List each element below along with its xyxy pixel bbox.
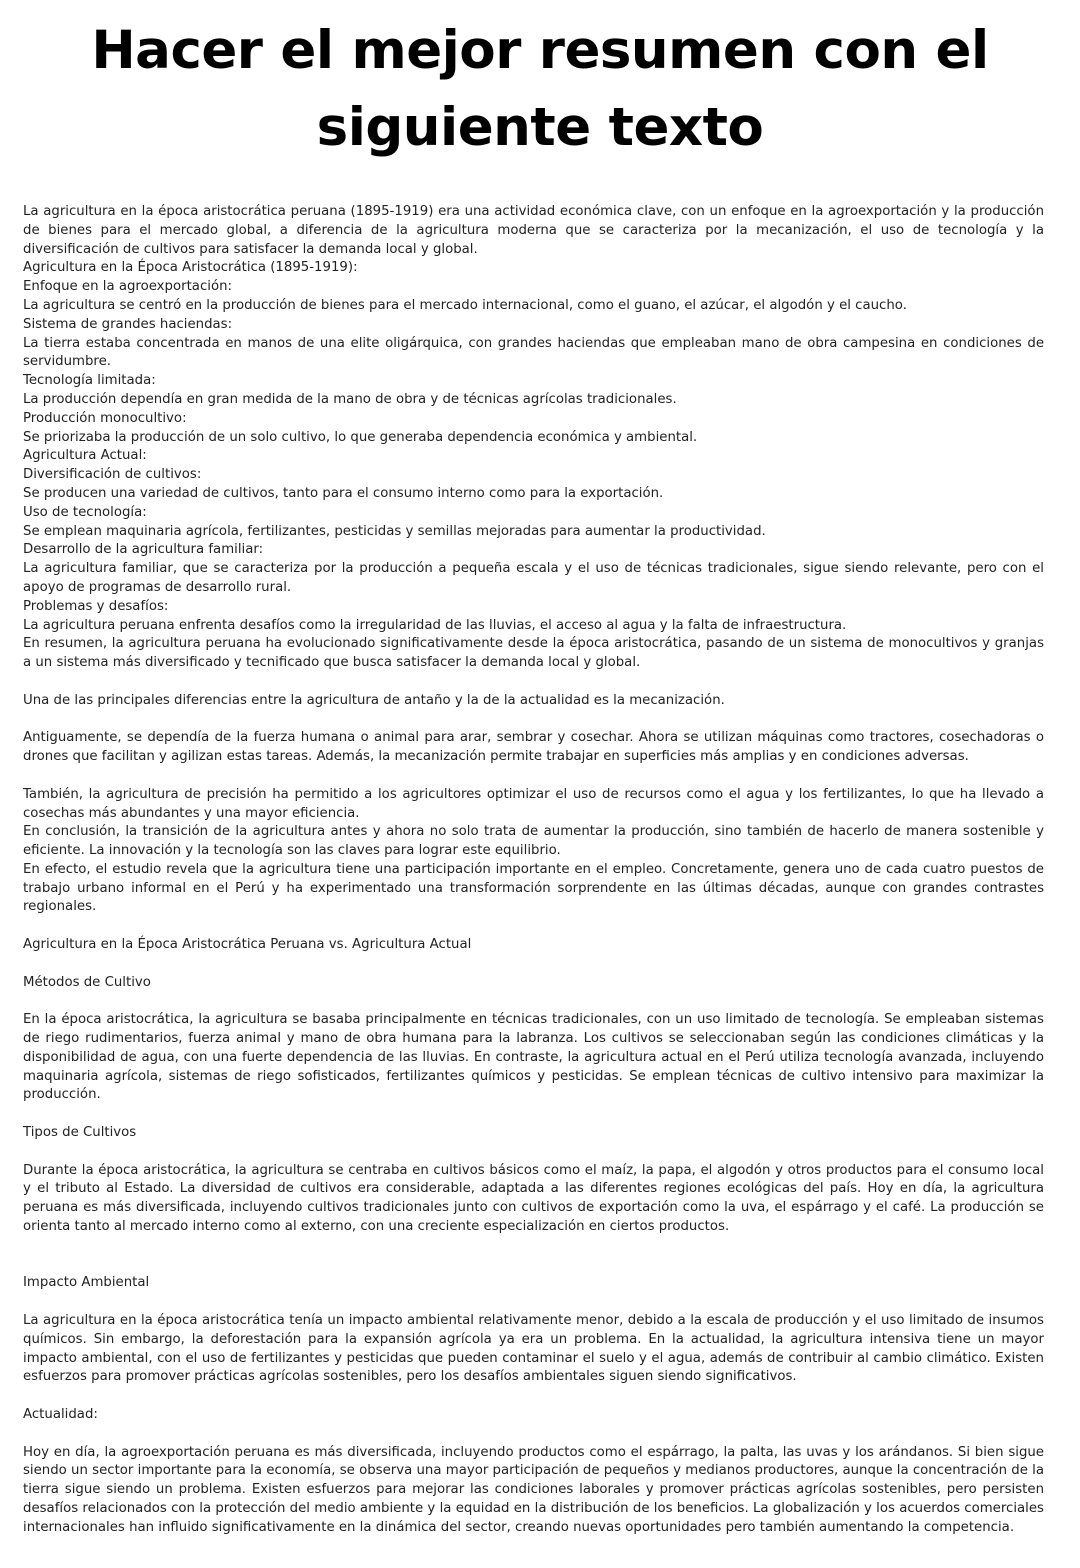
paragraph: En la época aristocrática, la agricultura se basaba principalmente en técnicas tradicionales, con un uso limitado de tecnología. Se empleaban sistemas de riego rudimentarios, fuerza animal y mano de obra humana para la labranza. Los cultivos se seleccionaban según las condiciones climáticas y la disponibilidad de agua, con una fuerte dependencia de las lluvias. En contraste, la agricultura actual en el Perú utiliza tecnología avanzada, incluyendo maquinaria agrícola, sistemas de riego sofisticados, fertilizantes químicos y pesticidas. Se emplean técnicas de cultivo intensivo para maximizar la producción. [23, 1012, 1044, 1103]
paragraph: La tierra estaba concentrada en manos de una elite oligárquica, con grandes haciendas que empleaban mano de obra campesina en condiciones de servidumbre. [23, 335, 1044, 370]
paragraph: Enfoque en la agroexportación: [23, 279, 232, 295]
paragraph: Se priorizaba la producción de un solo cultivo, lo que generaba dependencia económica y ambiental. [23, 429, 698, 445]
paragraph: Uso de tecnología: [23, 504, 147, 520]
paragraph: Hoy en día, la agroexportación peruana es más diversificada, incluyendo productos como el espárrago, la palta, las uvas y los arándanos. Si bien sigue siendo un sector importante para la economía, se observa una mayor participación de pequeños y medianos productores, aunque la concentración de la tierra sigue siendo un problema. Existen esfuerzos para mejorar las condiciones laborales y promover prácticas agrícolas sostenibles, pero persisten desafíos relacionados con la protección del medio ambiente y la equidad en la distribución de los beneficios. La globalización y los acuerdos comerciales internacionales han influido significativamente en la dinámica del sector, creando nuevas oportunidades pero también aumentando la competencia. [23, 1444, 1044, 1535]
paragraph: Actualidad: [23, 1407, 98, 1422]
paragraph: Tecnología limitada: [23, 373, 156, 389]
paragraph: En efecto, el estudio revela que la agricultura tiene una participación importante en el empleo. Concretamente, genera uno de cada cuatro puestos de trabajo urbano informal en el Perú y ha experimentado una transformación sorprendente en las últimas décadas, aunque con grandes contrastes regionales. [23, 861, 1044, 915]
document-body [23, 203, 1044, 1538]
page-title: Hacer el mejor resumen con el siguiente texto [91, 20, 989, 158]
paragraph: Agricultura Actual: [23, 448, 147, 464]
paragraph: La agricultura en la época aristocrática peruana (1895-1919) era una actividad económica clave, con un enfoque en la agroexportación y la producción de bienes para el mercado global, a diferencia de la agricultura moderna que se caracteriza por la mecanización, el uso de tecnología y la diversificación de cultivos para satisfacer la demanda local y global. [23, 204, 1044, 257]
paragraph: Impacto Ambiental [23, 1275, 150, 1291]
paragraph: En conclusión, la transición de la agricultura antes y ahora no solo trata de aumentar la producción, sino también de hacerlo de manera sostenible y eficiente. La innovación y la tecnología son las claves para lograr este equilibrio. [23, 824, 1044, 859]
paragraph: La agricultura se centró en la producción de bienes para el mercado internacional, como el guano, el azúcar, el algodón y el caucho. [23, 297, 907, 313]
paragraph: Agricultura en la Época Aristocrática (1895-1919): [23, 260, 358, 276]
paragraph: La agricultura en la época aristocrática tenía un impacto ambiental relativamente menor, debido a la escala de producción y el uso limitado de insumos químicos. Sin embargo, la deforestación para la expansión agrícola ya era un problema. En la actualidad, la agricultura intensiva tiene un mayor impacto ambiental, con el uso de fertilizantes y pesticidas que pueden contaminar el suelo y el agua, además de contribuir al cambio climático. Existen esfuerzos para promover prácticas agrícolas sostenibles, pero los desafíos ambientales siguen siendo significativos. [23, 1313, 1044, 1385]
paragraph: Producción monocultivo: [23, 410, 187, 426]
paragraph: También, la agricultura de precisión ha permitido a los agricultores optimizar el uso de recursos como el agua y los fertilizantes, lo que ha llevado a cosechas más abundantes y una mayor eficiencia. [23, 786, 1044, 821]
paragraph: Tipos de Cultivos [23, 1125, 137, 1141]
paragraph: La producción dependía en gran medida de la mano de obra y de técnicas agrícolas tradicionales. [23, 391, 677, 407]
paragraph: Diversificación de cultivos: [23, 467, 202, 483]
paragraph: Antiguamente, se dependía de la fuerza humana o animal para arar, sembrar y cosechar. Ahora se utilizan máquinas como tractores, cosechadoras o drones que facilitan y agilizan estas tareas. Además, la mecanización permite trabajar en superficies más amplias y en condiciones adversas. [23, 730, 1044, 765]
paragraph: Se producen una variedad de cultivos, tanto para el consumo interno como para la exportación. [23, 485, 664, 501]
paragraph: Métodos de Cultivo [23, 974, 151, 990]
paragraph: Una de las principales diferencias entre la agricultura de antaño y la de la actualidad es la mecanización. [23, 692, 725, 708]
paragraph: Desarrollo de la agricultura familiar: [23, 542, 264, 558]
paragraph: En resumen, la agricultura peruana ha evolucionado significativamente desde la época aristocrática, pasando de un sistema de monocultivos y granjas a un sistema más diversificado y tecnificado que busca satisfacer la demanda local y global. [23, 636, 1044, 671]
paragraph: La agricultura familiar, que se caracteriza por la producción a pequeña escala y el uso de técnicas tradicionales, sigue siendo relevante, pero con el apoyo de programas de desarrollo rural. [23, 561, 1044, 595]
paragraph: Problemas y desafíos: [23, 598, 169, 614]
paragraph: Durante la época aristocrática, la agricultura se centraba en cultivos básicos como el maíz, la papa, el algodón y otros productos para el consumo local y el tributo al Estado. La diversidad de cultivos era considerable, adaptada a las diferentes regiones ecológicas del país. Hoy en día, la agricultura peruana es más diversificada, incluyendo cultivos tradicionales junto con cultivos de exportación como la uva, el espárrago y el café. La producción se orienta tanto al mercado interno como al externo, con una creciente especialización en ciertos productos. [23, 1162, 1044, 1235]
paragraph: Agricultura en la Época Aristocrática Peruana vs. Agricultura Actual [23, 937, 472, 953]
paragraph: Se emplean maquinaria agrícola, fertilizantes, pesticidas y semillas mejoradas para aumentar la productividad. [23, 523, 766, 539]
paragraph: La agricultura peruana enfrenta desafíos como la irregularidad de las lluvias, el acceso al agua y la falta de infraestructura. [23, 617, 847, 633]
paragraph: Sistema de grandes haciendas: [23, 316, 233, 332]
